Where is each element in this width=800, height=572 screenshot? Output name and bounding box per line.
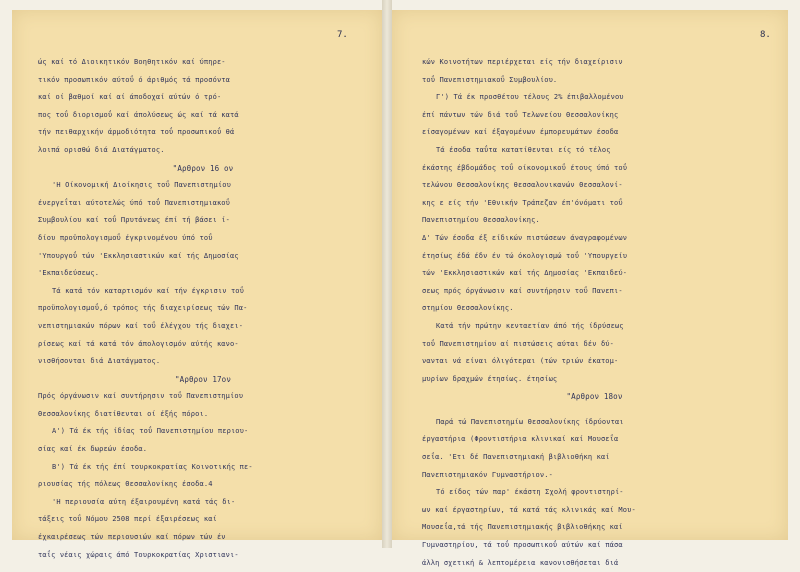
right-page-line: Πανεπιστημίου Θεσσαλονίκης. <box>422 216 540 225</box>
left-page-line: τικόν προσωπικόν αύτοΰ ό άριθμός τά προσόντα <box>38 75 231 84</box>
right-page-line: τελώνου Θεσσαλονίκης θεσσαλονικανών Θεσσαλονί- <box>422 181 623 190</box>
left-page-line: 'Η Οίκονομική Διοίκησις τοΰ Πανεπιστημίου <box>52 181 231 190</box>
right-page-line: έργαστήρια (Φροντιστήρια κλινικαί καί Μουσεΐα <box>422 435 619 444</box>
left-page-line: Β') Τά έκ τής έπί τουρκοκρατίας Κοινοτικής πε- <box>52 462 253 471</box>
right-page-line: κης ε είς τήν 'Εθνικήν Τράπεζαν έπ'όνόματι τοΰ <box>422 198 623 207</box>
left-page-line: προϋπολογισμοΰ,ό τρόπος τής διαχειρίσεως τών Πα- <box>38 304 248 313</box>
right-page-line: Τά έσοδα ταΰτα κατατίθενται είς τό τέλος <box>436 145 611 154</box>
left-page-line: λοιπά ορισθώ διά Διατάγματος. <box>38 145 165 154</box>
right-page-line: άλλη σχετική & λεπτομέρεια κανονισθήσεται διά <box>422 558 619 567</box>
right-page-line: νανται νά είναι όλιγότεραι (τών τριών έκατομ- <box>422 357 619 366</box>
right-page-line: είσαγομένων καί έξαγομένων έμπορευμάτων έσοδα <box>422 128 619 137</box>
right-page-line: Παρά τώ Πανεπιστημίω Θεσσαλονίκης ίδρύονται <box>436 417 624 426</box>
right-page-line: στημίου Θεσσαλονίκης. <box>422 304 514 313</box>
left-page-line: έχκαιρέσεως τών περιουσιών καί πόρων τών έν <box>38 533 226 542</box>
left-page-line: ώς καί τό Διοικητικόν Βοηθητικόν καί ύπηρε- <box>38 58 226 66</box>
left-page-line: Α') Τά έκ τής ίδίας τοΰ Πανεπιστημίου περιου- <box>52 427 249 436</box>
left-page-line: 'Η περιουσία αύτη έξαιρουμένη κατά τάς δι- <box>52 497 236 506</box>
right-page-line: Κατά τήν πρώτην κενταετίαν άπό τής ίδρύσεως <box>436 321 624 330</box>
left-page-line: νισθήσονται διά Διατάγματος. <box>38 357 161 366</box>
right-page-line: Πανεπιστημιακόν Γυμναστήριον.- <box>422 470 553 479</box>
right-page-line: έκάστης έβδομάδος τοΰ οίκονομικοΰ έτους ύπό τοΰ <box>422 163 628 172</box>
right-page-line: έτησίως έδά έδν έν τώ όκολογισμώ τοΰ 'Υπουργείυ <box>422 251 628 260</box>
left-page-line: Θεσσαλονίκης διατίθενται οί έξής πόροι. <box>38 409 209 418</box>
right-page-line: ων καί έργαστηρίων, τά κατά τάς κλινικάς καί Μου- <box>422 505 636 514</box>
right-page-line: τοΰ Πανεπιστημιακοΰ Συμβουλίου. <box>422 75 558 84</box>
left-page-line: τήν πειθαρχικήν άρμοδιότητα τοΰ προσωπικοΰ θά <box>38 128 235 137</box>
left-page-line: Πρός όργάνωσιν καί συντήρησιν τοΰ Πανεπιστημίου <box>38 392 244 401</box>
right-page-line: "Αρθρον 18ον <box>566 392 623 402</box>
right-page-line: κών Κοινοτήτων περιέρχεται είς τήν διαχείρισιν <box>422 58 623 66</box>
left-page-line: σίας καί έκ δωρεών έσοδα. <box>38 445 148 454</box>
left-page-line: δίου προϋπολογισμοΰ έγκρινομένου ύπό τοΰ <box>38 233 213 242</box>
left-page-line: καί οί βαθμοί καί αί άποδοχαί αύτών ό τρό- <box>38 93 222 102</box>
left-page-line: Τά κατά τόν καταρτισμόν καί τήν έγκρισιν τοΰ <box>52 286 245 295</box>
right-page-line: Γυμναστηρίου, τά τοΰ προσωπικοΰ αύτών καί πάσα <box>422 541 623 550</box>
right-page-line: Δ' Τών έσοδα έξ είδικών πιστώσεων άναγραφομένων <box>422 233 628 242</box>
left-page-line: ένεργεΐται αύτοτελώς ύπό τοΰ Πανεπιστημιακοΰ <box>38 198 231 207</box>
right-page <box>392 10 788 567</box>
left-page-line: "Αρθρον 17ον <box>175 374 231 384</box>
right-page-line: Γ') Τά έκ προσθέτου τέλους 2% έπιβαλλομένου <box>436 93 624 102</box>
right-page-number: 8. <box>760 30 771 40</box>
right-page-line: έπί πάντων τών διά τοΰ Τελωνείου Θεσσαλονίκης <box>422 110 619 119</box>
right-page-line <box>422 406 767 414</box>
right-page-line: τών 'Εκκλησιαστικών καί τής Δημοσίας 'Εκπαιδεύ- <box>422 269 628 278</box>
left-page-line: πος τοΰ διορισμοΰ καί άπολύσεως ώς καί τά κατά <box>38 110 239 119</box>
left-page-number: 7. <box>337 30 348 40</box>
left-page-line: νεπιστημιακών πόρων καί τοΰ έλέγχου τής διαχει- <box>38 321 244 330</box>
left-page-line: ριουσίας τής πόλεως Θεσσαλονίκης έσοδα.4 <box>38 480 213 489</box>
left-page-line: τάξεις τοΰ Νόμου 2508 περί έξαιρέσεως καί <box>38 515 217 524</box>
left-page-body <box>38 54 368 564</box>
left-page-line: 'Εκπαιδεύσεως. <box>38 269 100 278</box>
left-page-line: ταΐς νέαις χώραις άπό Τουρκοκρατίας Χριστιανι- <box>38 550 239 559</box>
right-page-line: σεως πρός όργάνωσιν καί συντήρησιν τοΰ Πανεπι- <box>422 286 623 295</box>
right-page-line: Μουσεΐα,τά τής Πανεπιστημιακής βιβλιοθήκης καί <box>422 523 623 532</box>
left-page-line: Συμβουλίου καί τοΰ Πρυτάνεως έπί τή βάσει ί- <box>38 216 231 225</box>
left-page <box>12 10 382 559</box>
right-page-line: τοΰ Πανεπιστημίου αί πιστώσεις αύται δέν δύ- <box>422 339 615 348</box>
left-page-line: 'Υπουργοΰ τών 'Εκκλησιαστικών καί τής Δημοσίας <box>38 251 239 260</box>
left-page-line: "Αρθρον 16 ον <box>172 163 234 173</box>
book-gutter <box>382 0 392 548</box>
right-page-line: Τό είδος τών παρ' έκάστη Σχολή φροντιστηρί- <box>436 488 624 497</box>
right-page-body <box>422 54 767 572</box>
right-page-line: σεΐα. 'Ετι δέ Πανεπιστημιακή βιβλιοθήκη καί <box>422 453 610 462</box>
left-page-line: ρίσεως καί τά κατά τόν άπολογισμόν αύτής κανο- <box>38 339 239 348</box>
right-page-line: μυρίων δραχμών έτησίως. έτησίως <box>422 374 558 383</box>
